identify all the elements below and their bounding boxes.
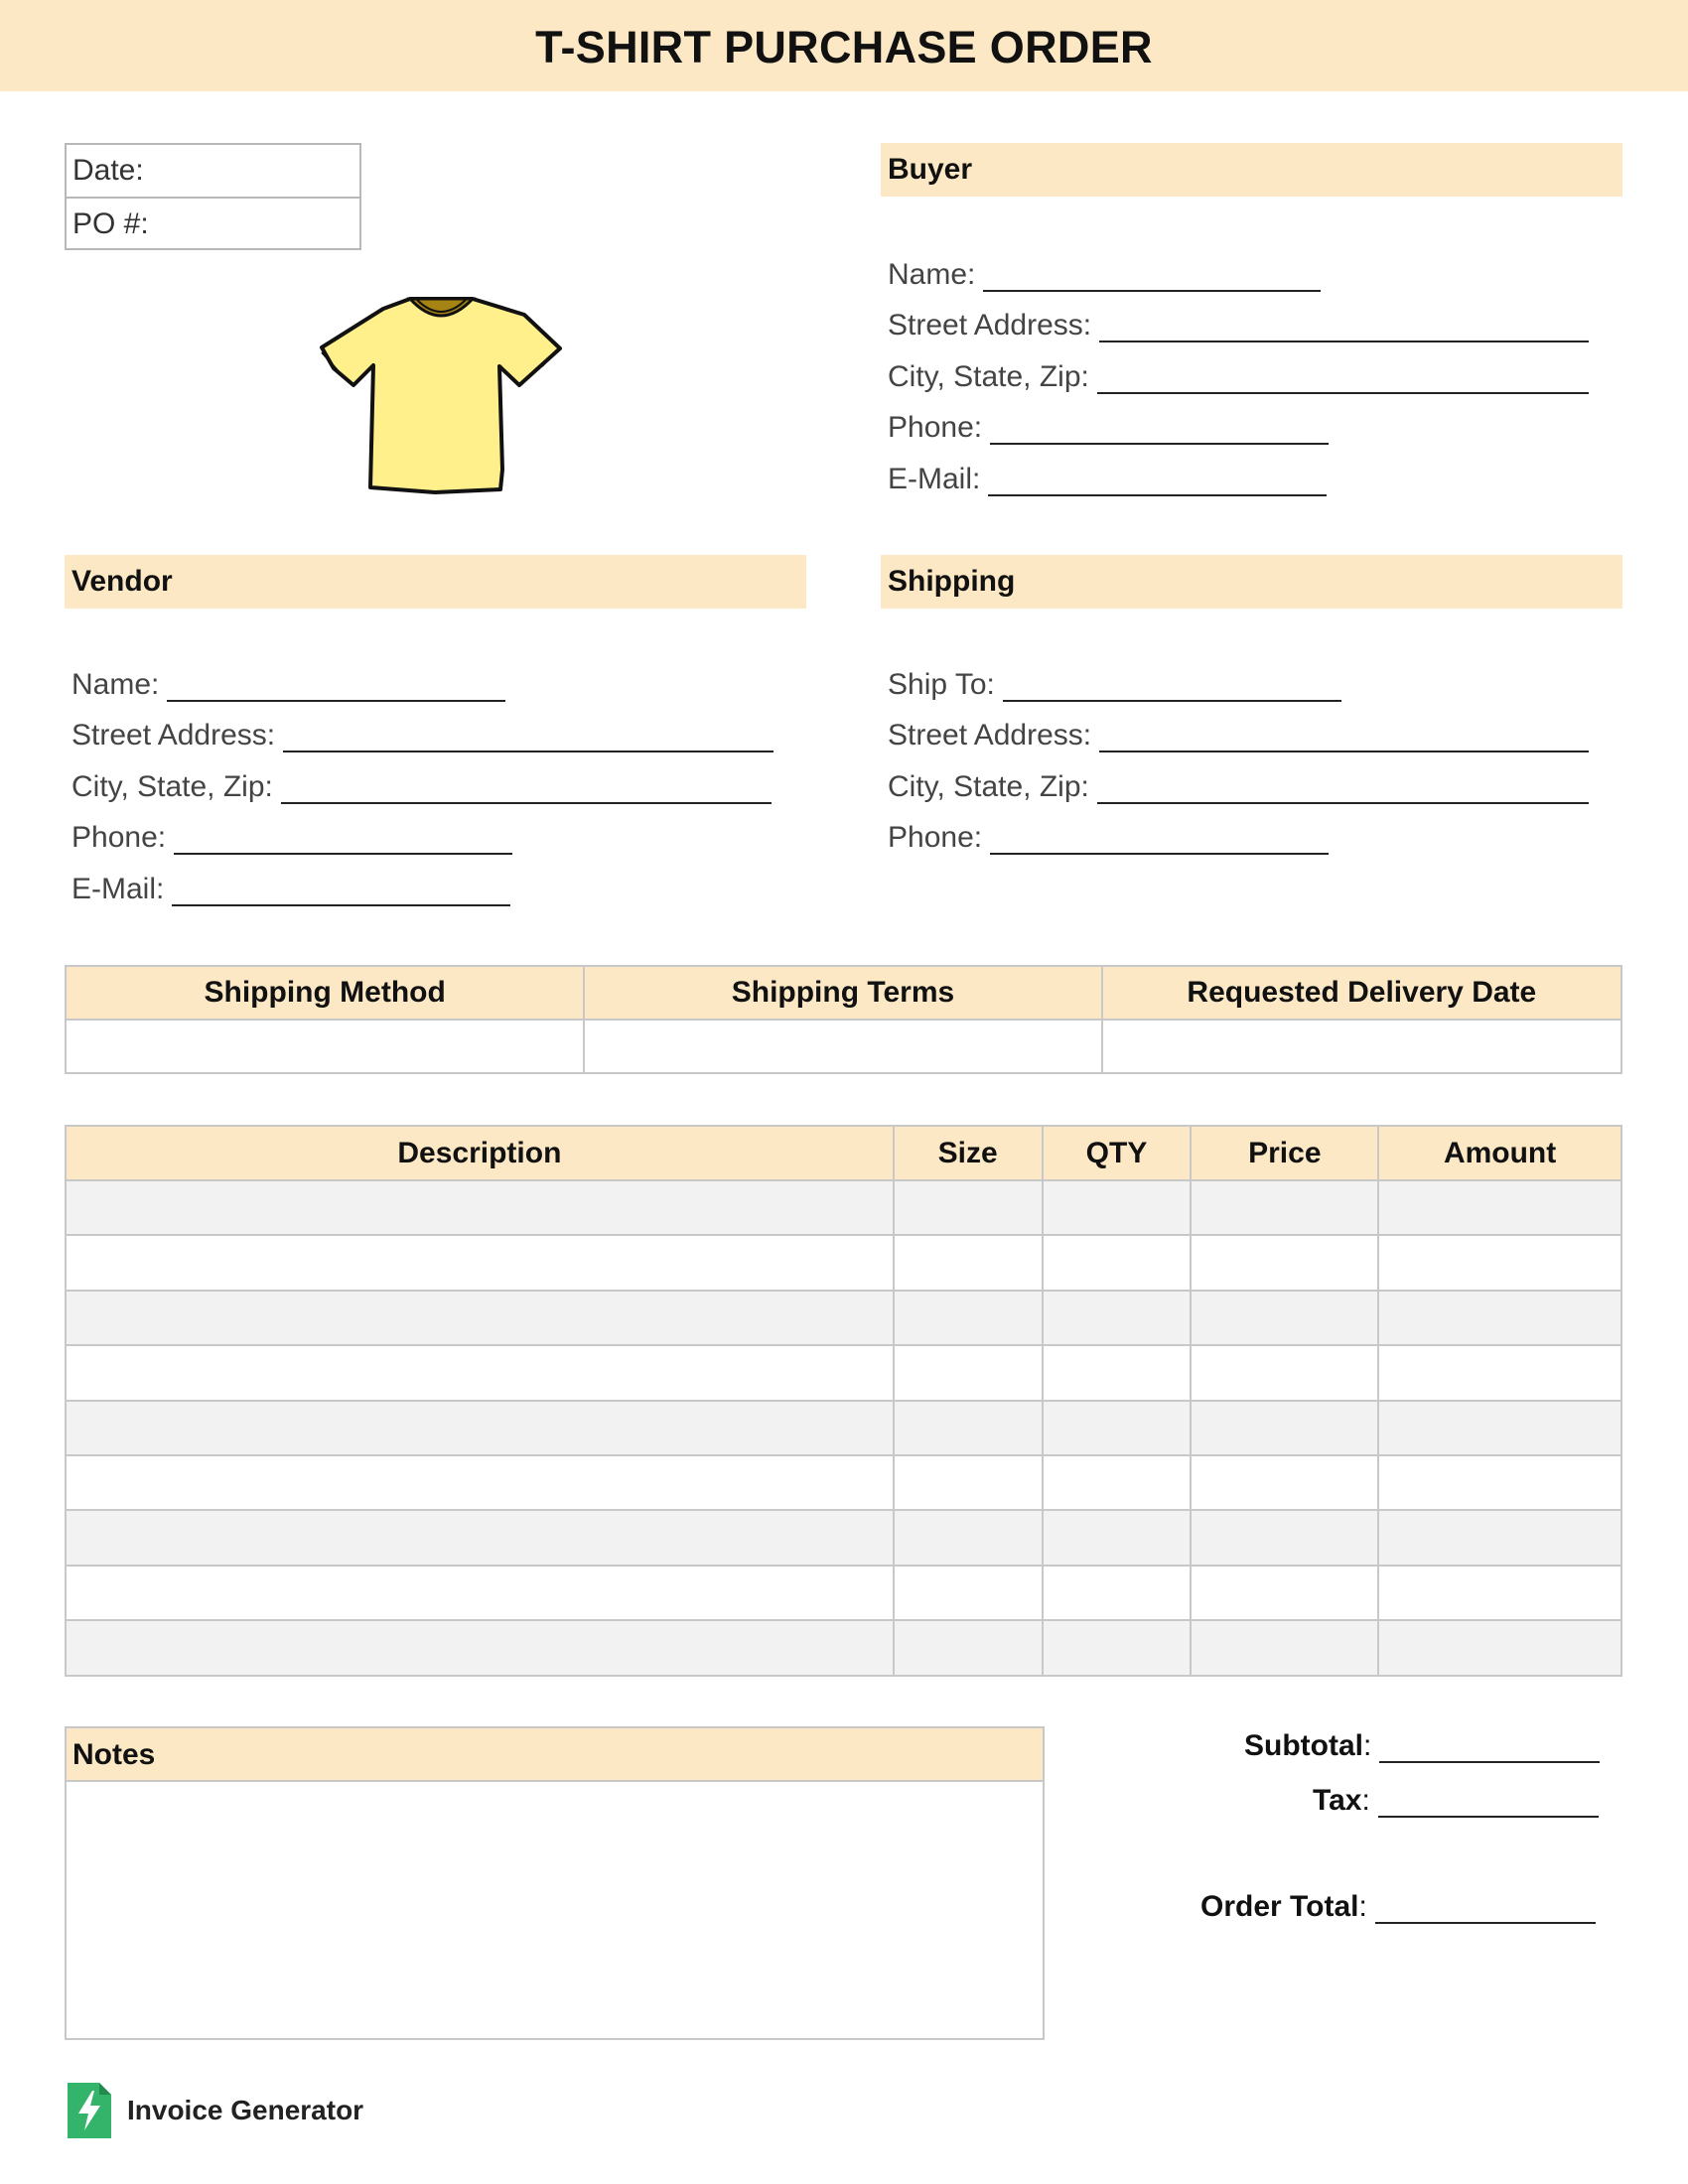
tax-line[interactable] xyxy=(1378,1788,1599,1818)
subtotal-colon: : xyxy=(1363,1729,1372,1762)
date-po-box xyxy=(65,143,361,250)
notes-box[interactable] xyxy=(65,1726,1045,2040)
brand-name: Invoice Generator xyxy=(127,2095,364,2125)
description-cell[interactable] xyxy=(66,1510,894,1565)
table-row xyxy=(66,1235,1621,1290)
qty-cell[interactable] xyxy=(1043,1235,1192,1290)
buyer-heading: Buyer xyxy=(881,143,1622,197)
date-field[interactable]: Date: xyxy=(72,154,144,187)
delivery-date-cell[interactable] xyxy=(1102,1020,1621,1073)
shipping-city-label: City, State, Zip: xyxy=(888,770,1089,803)
description-cell[interactable] xyxy=(66,1235,894,1290)
vendor-name-field[interactable] xyxy=(71,662,505,702)
tax-colon: : xyxy=(1361,1784,1370,1817)
qty-cell[interactable] xyxy=(1043,1345,1192,1400)
vendor-heading: Vendor xyxy=(65,555,806,609)
shipping-city-line[interactable] xyxy=(1097,774,1589,804)
description-cell[interactable] xyxy=(66,1180,894,1235)
vendor-city-line[interactable] xyxy=(281,774,772,804)
notes-heading: Notes xyxy=(67,1728,1043,1782)
order-total-field[interactable] xyxy=(1200,1890,1596,1924)
buyer-phone-label: Phone: xyxy=(888,411,983,444)
table-row xyxy=(66,1180,1621,1235)
buyer-city-field[interactable] xyxy=(888,354,1589,394)
shipping-phone-label: Phone: xyxy=(888,821,983,854)
invoice-generator-logo-icon xyxy=(68,2083,111,2138)
price-cell[interactable] xyxy=(1191,1235,1378,1290)
tshirt-icon xyxy=(316,291,564,499)
shipping-details-header-row xyxy=(66,966,1621,1020)
price-cell[interactable] xyxy=(1191,1620,1378,1675)
size-header: Size xyxy=(894,1126,1043,1180)
qty-cell[interactable] xyxy=(1043,1180,1192,1235)
qty-cell[interactable] xyxy=(1043,1510,1192,1565)
tax-label: Tax xyxy=(1313,1784,1362,1817)
order-total-colon: : xyxy=(1358,1890,1367,1923)
description-cell[interactable] xyxy=(66,1345,894,1400)
vendor-phone-field[interactable] xyxy=(71,815,512,855)
amount-cell[interactable] xyxy=(1378,1291,1621,1345)
qty-cell[interactable] xyxy=(1043,1401,1192,1455)
size-cell[interactable] xyxy=(894,1566,1043,1620)
items-header-row xyxy=(66,1126,1621,1180)
page-title: T-SHIRT PURCHASE ORDER xyxy=(535,22,1153,72)
price-cell[interactable] xyxy=(1191,1401,1378,1455)
qty-cell[interactable] xyxy=(1043,1566,1192,1620)
size-cell[interactable] xyxy=(894,1291,1043,1345)
qty-cell[interactable] xyxy=(1043,1455,1192,1510)
shipping-street-field[interactable] xyxy=(888,713,1589,752)
size-cell[interactable] xyxy=(894,1401,1043,1455)
amount-header: Amount xyxy=(1378,1126,1621,1180)
price-cell[interactable] xyxy=(1191,1566,1378,1620)
buyer-email-line[interactable] xyxy=(988,467,1327,496)
shipping-terms-cell[interactable] xyxy=(584,1020,1101,1073)
vendor-phone-line[interactable] xyxy=(174,825,512,855)
price-cell[interactable] xyxy=(1191,1455,1378,1510)
buyer-phone-line[interactable] xyxy=(990,415,1329,445)
table-row xyxy=(66,1401,1621,1455)
description-cell[interactable] xyxy=(66,1401,894,1455)
vendor-name-line[interactable] xyxy=(167,672,505,702)
order-total-line[interactable] xyxy=(1375,1894,1596,1924)
size-cell[interactable] xyxy=(894,1235,1043,1290)
table-row xyxy=(66,1291,1621,1345)
vendor-city-label: City, State, Zip: xyxy=(71,770,273,803)
buyer-city-line[interactable] xyxy=(1097,364,1589,394)
price-cell[interactable] xyxy=(1191,1510,1378,1565)
amount-cell[interactable] xyxy=(1378,1345,1621,1400)
buyer-street-field[interactable] xyxy=(888,303,1589,342)
vendor-email-label: E-Mail: xyxy=(71,873,165,905)
amount-cell[interactable] xyxy=(1378,1566,1621,1620)
shipping-details-row xyxy=(66,1020,1621,1073)
tax-field[interactable] xyxy=(1313,1784,1599,1818)
qty-cell[interactable] xyxy=(1043,1620,1192,1675)
buyer-street-label: Street Address: xyxy=(888,309,1092,341)
vendor-street-label: Street Address: xyxy=(71,719,276,751)
ship-to-label: Ship To: xyxy=(888,668,995,701)
shipping-terms-header: Shipping Terms xyxy=(584,966,1101,1020)
items-table xyxy=(65,1125,1622,1677)
delivery-date-header: Requested Delivery Date xyxy=(1102,966,1621,1020)
buyer-name-line[interactable] xyxy=(983,262,1321,292)
buyer-street-line[interactable] xyxy=(1099,313,1589,342)
shipping-street-label: Street Address: xyxy=(888,719,1092,751)
subtotal-line[interactable] xyxy=(1379,1733,1600,1763)
subtotal-label: Subtotal xyxy=(1244,1729,1363,1762)
buyer-phone-field[interactable] xyxy=(888,405,1329,445)
amount-cell[interactable] xyxy=(1378,1235,1621,1290)
shipping-method-header: Shipping Method xyxy=(66,966,584,1020)
description-cell[interactable] xyxy=(66,1291,894,1345)
amount-cell[interactable] xyxy=(1378,1455,1621,1510)
po-number-field[interactable]: PO #: xyxy=(67,197,359,248)
vendor-street-field[interactable] xyxy=(71,713,774,752)
amount-cell[interactable] xyxy=(1378,1620,1621,1675)
buyer-city-label: City, State, Zip: xyxy=(888,360,1089,393)
vendor-email-field[interactable] xyxy=(71,867,510,906)
title-bar xyxy=(0,0,1688,91)
price-cell[interactable] xyxy=(1191,1291,1378,1345)
shipping-city-field[interactable] xyxy=(888,764,1589,804)
shipping-details-table xyxy=(65,965,1622,1074)
price-header: Price xyxy=(1191,1126,1378,1180)
shipping-phone-line[interactable] xyxy=(990,825,1329,855)
amount-cell[interactable] xyxy=(1378,1401,1621,1455)
ship-to-field[interactable] xyxy=(888,662,1341,702)
subtotal-field[interactable] xyxy=(1244,1729,1600,1763)
vendor-street-line[interactable] xyxy=(283,723,774,752)
table-row xyxy=(66,1620,1621,1675)
description-header: Description xyxy=(66,1126,894,1180)
amount-cell[interactable] xyxy=(1378,1510,1621,1565)
ship-to-line[interactable] xyxy=(1003,672,1341,702)
description-cell[interactable] xyxy=(66,1455,894,1510)
buyer-email-field[interactable] xyxy=(888,457,1327,496)
size-cell[interactable] xyxy=(894,1180,1043,1235)
table-row xyxy=(66,1345,1621,1400)
shipping-heading: Shipping xyxy=(881,555,1622,609)
size-cell[interactable] xyxy=(894,1510,1043,1565)
vendor-name-label: Name: xyxy=(71,668,160,701)
description-cell[interactable] xyxy=(66,1620,894,1675)
qty-header: QTY xyxy=(1043,1126,1192,1180)
order-total-label: Order Total xyxy=(1200,1890,1359,1923)
vendor-phone-label: Phone: xyxy=(71,821,167,854)
vendor-city-field[interactable] xyxy=(71,764,772,804)
size-cell[interactable] xyxy=(894,1620,1043,1675)
description-cell[interactable] xyxy=(66,1566,894,1620)
vendor-email-line[interactable] xyxy=(172,877,510,906)
size-cell[interactable] xyxy=(894,1455,1043,1510)
brand-footer xyxy=(68,2083,363,2138)
shipping-street-line[interactable] xyxy=(1099,723,1589,752)
table-row xyxy=(66,1566,1621,1620)
shipping-phone-field[interactable] xyxy=(888,815,1329,855)
table-row xyxy=(66,1455,1621,1510)
shipping-method-cell[interactable] xyxy=(66,1020,584,1073)
price-cell[interactable] xyxy=(1191,1345,1378,1400)
buyer-email-label: E-Mail: xyxy=(888,463,981,495)
table-row xyxy=(66,1510,1621,1565)
price-cell[interactable] xyxy=(1191,1180,1378,1235)
amount-cell[interactable] xyxy=(1378,1180,1621,1235)
qty-cell[interactable] xyxy=(1043,1291,1192,1345)
size-cell[interactable] xyxy=(894,1345,1043,1400)
buyer-name-label: Name: xyxy=(888,258,976,291)
buyer-name-field[interactable] xyxy=(888,252,1321,292)
